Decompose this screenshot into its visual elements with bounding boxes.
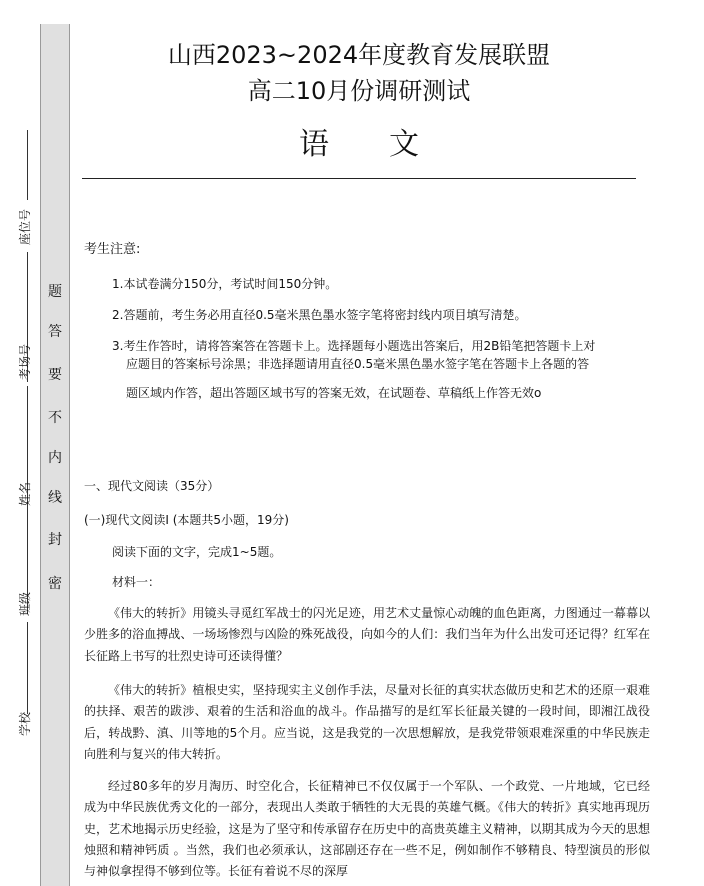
body-paragraph: 经过80多年的岁月淘历、时空化合，长征精神已不仅仅属于一个军队、一个政党、一片地域，它已经成为中华民族优秀文化的一部分，表现出人类敢于牺牲的大无畏的英雄气概。《伟大的转折》真实地再现历史，艺术地揭示历史经验，这是为了坚守和传承留存在历史中的高贵英雄主义精神，以期其成为今天的思想烛照和精神钙质 。当然，我们也必须承认，这部剧还存在一些不足，例如制作不够精良、特型演员的形似与神似拿捏得不够到位等。长征有着说不尽的深厚 [84, 779, 650, 879]
title-rule [82, 178, 636, 179]
material-label: 材料一： [112, 575, 161, 589]
field-label: 考场号 [18, 343, 32, 380]
field-label: 班级 [18, 591, 32, 616]
subject-title [82, 126, 636, 164]
fill-line [27, 622, 28, 714]
field-label: 姓名 [18, 481, 32, 506]
notice-item: 题区域内作答，超出答题区域书写的答案无效，在试题卷、草稿纸上作答无效o [126, 386, 542, 400]
notice-item: 2.答题前，考生务必用直径0.5毫米黑色墨水签字笔将密封线内项目填写清楚。 [112, 308, 527, 322]
seal-char: 密 [48, 576, 62, 592]
field-label: 学校 [18, 711, 32, 736]
sub-section-heading: (一)现代文阅读Ⅰ (本题共5小题，19分) [84, 513, 289, 527]
binding-strip [40, 24, 70, 886]
subject-char: 语 [299, 127, 329, 162]
instruction-text: 阅读下面的文字，完成1~5题。 [112, 545, 282, 559]
seal-char: 线 [48, 490, 62, 506]
notice-heading: 考生注意: [84, 242, 141, 257]
section-heading: 一、现代文阅读（35分） [84, 479, 220, 493]
notice-item: 1.本试卷满分150分，考试时间150分钟。 [112, 277, 338, 291]
notice-item: 应题目的答案标号涂黑；非选择题请用直径0.5毫米黑色墨水签字笔在答题卡上各题的答 [126, 357, 590, 371]
field-label: 座位号 [18, 208, 32, 245]
body-paragraph: 《伟大的转折》植根史实，坚持现实主义创作手法，尽量对长征的真实状态做历史和艺术的还原一艰难的扶择、艰苦的跋涉、艰着的生活和浴血的战斗。作品描写的是红军长征最关键的一段时间，即湘江战役后，转战黔、滇、川等地的5个月。应当说，这是我党的一次思想解放，是我党带领艰难深重的中华民族走向胜利与复兴的伟大转折。 [84, 683, 650, 761]
body-paragraph: 《伟大的转折》用镜头寻觅红军战士的闪光足迹，用艺术丈量惊心动魄的血色距离，力图通过一幕幕以少胜多的浴血搏战、一场场惨烈与凶险的殊死战役，向如今的人们：我们当年为什么出发可还记得？红军在长征路上书写的壮烈史诗可还读得懂？ [84, 606, 650, 663]
exam-title: 山西2023~2024年度教育发展联盟 [167, 41, 551, 69]
seal-char: 封 [48, 532, 62, 548]
seal-char: 题 [48, 284, 62, 300]
seal-char: 要 [48, 367, 62, 383]
seal-char: 答 [48, 324, 62, 340]
seal-char: 不 [48, 410, 62, 426]
exam-subtitle: 高二10月份调研测试 [247, 77, 471, 105]
notice-item: 3.考生作答时，请将答案答在答题卡上。选择题每小题选出答案后，用2B铅笔把答题卡上对 [112, 339, 596, 353]
seal-char: 内 [48, 450, 62, 466]
fill-line [27, 130, 28, 200]
subject-char: 文 [389, 127, 419, 162]
